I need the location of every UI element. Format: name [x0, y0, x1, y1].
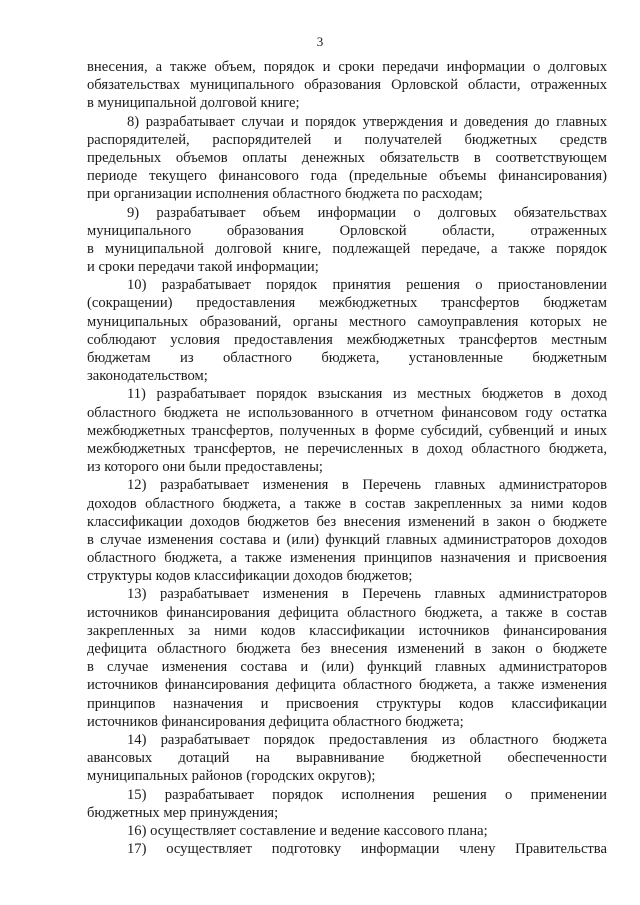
text-line: закрепленных за ними кодов классификации источников финансирования — [87, 622, 607, 639]
text-line: периоде текущего финансового года (предельные объемы финансирования) — [87, 168, 607, 185]
text-line: муниципальных образований, органы местного самоуправления которых не — [87, 313, 607, 330]
text-line: 11) разрабатывает порядок взыскания из местных бюджетов в доход — [127, 386, 607, 403]
text-line: в случае изменения состава и (или) функций главных администраторов доходов — [87, 531, 607, 548]
text-line: 14) разрабатывает порядок предоставления из областного бюджета — [127, 731, 607, 748]
paragraph-item-13 — [87, 585, 607, 731]
text-line: из которого они были предоставлены; — [87, 459, 323, 476]
text-line: источников финансирования дефицита областного бюджета; — [87, 713, 464, 730]
text-line: областного бюджета, а также изменения принципов назначения и присвоения — [87, 550, 607, 567]
text-line: при организации исполнения областного бюджета по расходам; — [87, 186, 483, 203]
text-line: в муниципальной долговой книге; — [87, 95, 300, 112]
text-line: внесения, а также объем, порядок и сроки передачи информации о долговых — [87, 59, 607, 75]
text-line: межбюджетных трансфертов, полученных в форме субсидий, субвенций и иных — [87, 422, 607, 439]
text-line: авансовых дотаций на выравнивание бюджетной обеспеченности — [87, 750, 607, 767]
text-line: принципов назначения и присвоения структуры кодов классификации — [87, 695, 607, 712]
text-line: бюджетных мер принуждения; — [87, 804, 279, 821]
paragraph-continuation — [87, 58, 607, 113]
text-line: в случае изменения состава и (или) функций главных администраторов — [87, 659, 607, 676]
text-line: муниципального образования Орловской области, отраженных — [87, 222, 607, 239]
paragraph-item-12 — [87, 476, 607, 585]
text-line: в муниципальной долговой книге, подлежащей передаче, а также порядок — [87, 240, 607, 257]
text-line: 16) осуществляет составление и ведение кассового плана; — [127, 822, 488, 839]
paragraph-item-17 — [87, 840, 607, 858]
paragraph-item-14 — [87, 731, 607, 786]
text-line: (сокращении) предоставления межбюджетных трансфертов бюджетам — [87, 295, 607, 312]
text-line: распорядителей, распорядителей и получателей бюджетных средств — [87, 131, 607, 148]
text-line: соблюдают условия предоставления межбюджетных трансфертов местным — [87, 331, 607, 348]
text-line: 10) разрабатывает порядок принятия решения о приостановлении — [127, 277, 607, 294]
text-line: предельных объемов оплаты денежных обязательств в соответствующем — [87, 149, 607, 166]
paragraph-item-8 — [87, 113, 607, 204]
text-line: дефицита областного бюджета без внесения изменений в закон о бюджете — [87, 641, 607, 657]
text-line: 9) разрабатывает объем информации о долговых обязательствах — [127, 204, 607, 221]
text-line: источников финансирования дефицита областного бюджета, а также в состав — [87, 604, 607, 621]
paragraph-item-16 — [87, 822, 607, 840]
page-number: 3 — [316, 34, 324, 49]
text-line: бюджетам из областного бюджета, установленные бюджетным — [87, 350, 607, 366]
text-line: 8) разрабатывает случаи и порядок утверждения и доведения до главных — [127, 113, 607, 130]
paragraph-item-15 — [87, 786, 607, 822]
document-body — [87, 58, 607, 858]
text-line: источников финансирования дефицита областного бюджета, а также изменения — [87, 677, 607, 694]
text-line: законодательством; — [87, 368, 208, 385]
text-line: классификации доходов бюджетов без внесения изменений в закон о бюджете — [87, 513, 607, 530]
text-line: 13) разрабатывает изменения в Перечень главных администраторов — [127, 586, 607, 603]
text-line: межбюджетных трансфертов, не перечисленных в доход областного бюджета, — [87, 440, 607, 457]
text-line: структуры кодов классификации доходов бюджетов; — [87, 568, 413, 585]
text-line: 12) разрабатывает изменения в Перечень главных администраторов — [127, 477, 607, 494]
paragraph-item-10 — [87, 276, 607, 385]
text-line: 17) осуществляет подготовку информации члену Правительства — [127, 841, 607, 858]
text-line: обязательствах муниципального образования Орловской области, отраженных — [87, 77, 607, 94]
paragraph-item-11 — [87, 385, 607, 476]
text-line: и сроки передачи такой информации; — [87, 259, 319, 276]
text-line: областного бюджета не использованного в отчетном финансовом году остатка — [87, 404, 607, 421]
text-line: 15) разрабатывает порядок исполнения решения о применении — [127, 786, 607, 803]
text-line: муниципальных районов (городских округов); — [87, 768, 376, 785]
paragraph-item-9 — [87, 204, 607, 277]
text-line: доходов областного бюджета, а также в состав закрепленных за ними кодов — [87, 495, 607, 512]
